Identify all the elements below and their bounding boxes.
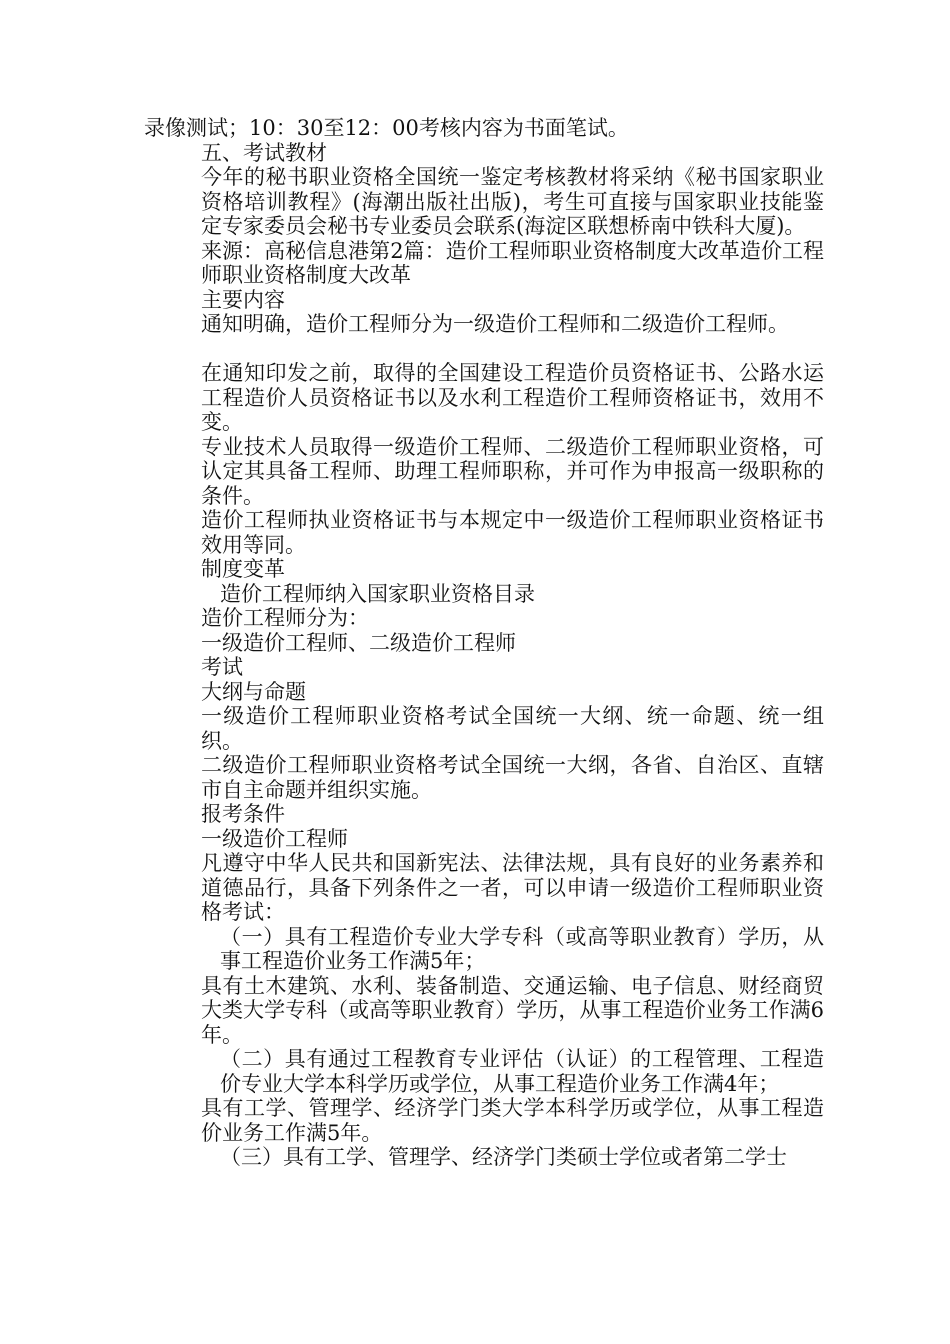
blank-line	[144, 337, 824, 362]
heading-exam: 考试	[201, 655, 243, 679]
paragraph-exam-time: 录像测试；10：30至12：00考核内容为书面笔试。	[144, 116, 629, 140]
paragraph-equivalence: 造价工程师执业资格证书与本规定中一级造价工程师职业资格证书效用等同。	[201, 508, 824, 557]
heading-main-content: 主要内容	[201, 287, 285, 312]
paragraph-catalog: 造价工程师纳入国家职业资格目录	[220, 581, 535, 606]
paragraph-professional-title: 专业技术人员取得一级造价工程师、二级造价工程师职业资格，可认定其具备工程师、助理工程师职称，并可作为申报高一级职称的条件。	[201, 434, 824, 508]
heading-syllabus: 大纲与命题	[201, 679, 306, 704]
paragraph-textbook: 今年的秘书职业资格全国统一鉴定考核教材将采纳《秘书国家职业资格培训教程》(海潮出版社出版)，考生可直接与国家职业技能鉴定专家委员会秘书专业委员会联系(海淀区联想桥南中铁科大厦)。	[201, 165, 824, 238]
heading-system-reform: 制度变革	[201, 557, 285, 581]
heading-eligibility: 报考条件	[201, 802, 285, 826]
paragraph-divided-into: 造价工程师分为：	[201, 606, 369, 630]
heading-level1: 一级造价工程师	[201, 826, 348, 851]
paragraph-condition-2: （二）具有通过工程教育专业评估（认证）的工程管理、工程造价专业大学本科学历或学位，从事工程造价业务工作满4年；	[220, 1047, 824, 1096]
paragraph-condition-1: （一）具有工程造价专业大学专科（或高等职业教育）学历，从事工程造价业务工作满5年；	[220, 924, 824, 973]
paragraph-notice: 通知明确，造价工程师分为一级造价工程师和二级造价工程师。	[201, 312, 789, 336]
paragraph-conditions: 凡遵守中华人民共和国新宪法、法律法规，具有良好的业务素养和道德品行，具备下列条件之一者，可以申请一级造价工程师职业资格考试：	[201, 851, 824, 924]
paragraph-level1-exam: 一级造价工程师职业资格考试全国统一大纲、统一命题、统一组织。	[201, 704, 824, 753]
paragraph-condition-1b: 具有土木建筑、水利、装备制造、交通运输、电子信息、财经商贸大类大学专科（或高等职业教育）学历，从事工程造价业务工作满6年。	[201, 973, 824, 1047]
paragraph-levels: 一级造价工程师、二级造价工程师	[201, 630, 516, 655]
paragraph-certificates-valid: 在通知印发之前，取得的全国建设工程造价员资格证书、公路水运工程造价人员资格证书以及水利工程造价工程师资格证书，效用不变。	[201, 361, 824, 434]
heading-exam-materials: 五、考试教材	[201, 140, 327, 165]
paragraph-condition-3: （三）具有工学、管理学、经济学门类硕士学位或者第二学士	[220, 1145, 787, 1169]
paragraph-source: 来源：高秘信息港第2篇：造价工程师职业资格制度大改革造价工程师职业资格制度大改革	[201, 238, 824, 287]
paragraph-level2-exam: 二级造价工程师职业资格考试全国统一大纲，各省、自治区、直辖市自主命题并组织实施。	[201, 753, 824, 802]
document-page	[144, 116, 824, 1170]
paragraph-condition-2b: 具有工学、管理学、经济学门类大学本科学历或学位，从事工程造价业务工作满5年。	[201, 1096, 824, 1145]
